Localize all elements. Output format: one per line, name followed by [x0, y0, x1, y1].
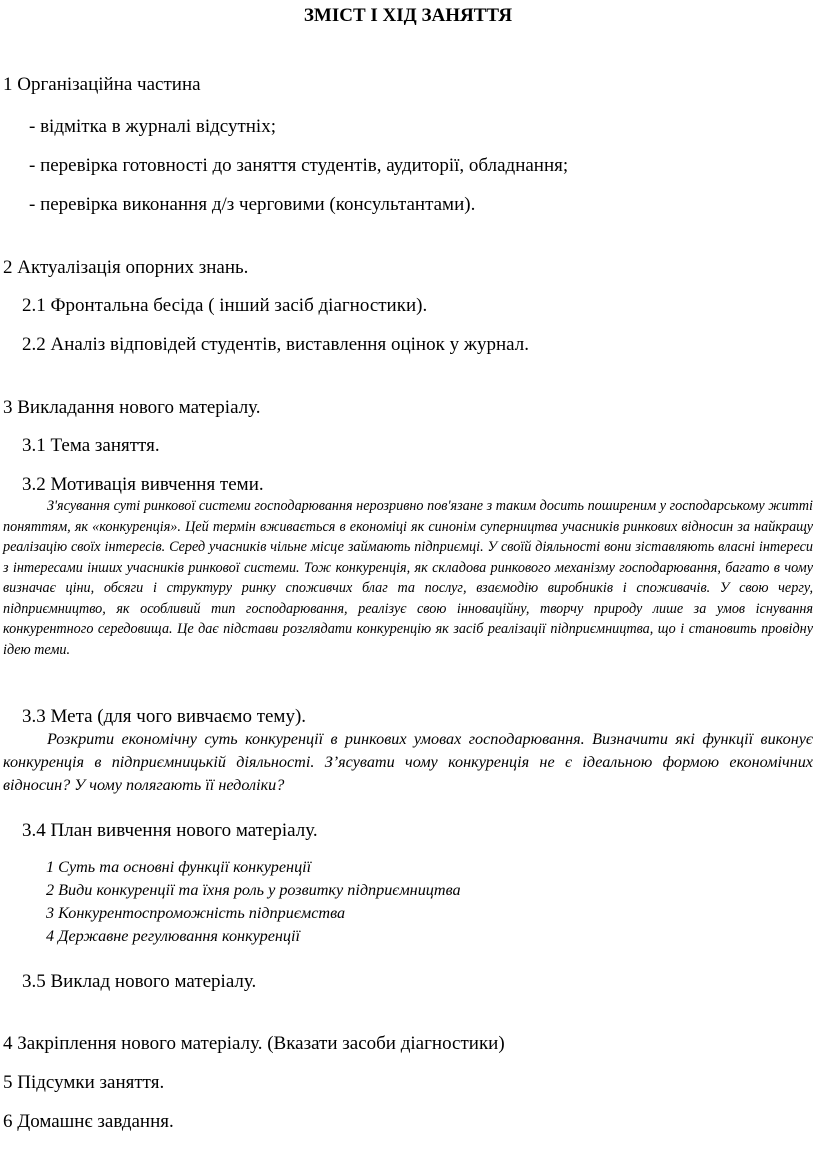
- plan-item: 1 Суть та основні функції конкуренції: [46, 858, 312, 876]
- motivation-heading: 3.2 Мотивація вивчення теми.: [22, 474, 264, 495]
- section-1-item: - перевірка виконання д/з черговими (консультантами).: [29, 194, 476, 215]
- section-3-heading: 3 Викладання нового матеріалу.: [3, 397, 261, 418]
- goal-heading: 3.3 Мета (для чого вивчаємо тему).: [22, 706, 307, 727]
- motivation-text: З'ясування суті ринкової системи господарювання нерозривно пов'язане з таким досить поширеним у господарському житті поняттям, як «конкуренція». Цей термін вживається в економіці як синонім суперництва учасників ринкових відносин за найкращу реалізацію своїх інтересів. Серед учасників чільне місце займають підприємці. У своїй діяльності вони зіставляють власні інтереси з інтересами інших учасників ринкової системи. Тож конкуренція, як складова ринкового механізму господарювання, багато в чому визначає ціни, обсяги і структуру ринку споживчих благ та послуг, взаємодію виробників і споживачів. У свою чергу, підприємництво, як особливий тип господарювання, реалізує свою інноваційну, творчу природу лише за умов існування конкурентного середовища. Це дає підстави розглядати конкуренцію як засіб реалізації підприємництва, що і становить провідну ідею теми.: [3, 498, 813, 658]
- goal-paragraph: [3, 728, 813, 797]
- section-1-item: - відмітка в журналі відсутніх;: [29, 116, 276, 137]
- topic-heading: 3.1 Тема заняття.: [22, 435, 160, 456]
- plan-item: 3 Конкурентоспроможність підприємства: [46, 904, 346, 922]
- section-2-item: 2.1 Фронтальна бесіда ( інший засіб діагностики).: [22, 295, 428, 316]
- section-1-item: - перевірка готовності до заняття студентів, аудиторії, обладнання;: [29, 155, 569, 176]
- delivery-heading: 3.5 Виклад нового матеріалу.: [22, 971, 257, 992]
- goal-text: Розкрити економічну суть конкуренції в ринкових умовах господарювання. Визначити які функції виконує конкуренція в підприємницькій діяльності. З’ясувати чому конкуренція не є ідеальною формою економічних відносин? У чому полягають її недоліки?: [3, 730, 813, 794]
- section-6-heading: 6 Домашнє завдання.: [3, 1111, 174, 1132]
- section-4-heading: 4 Закріплення нового матеріалу. (Вказати засоби діагностики): [3, 1033, 505, 1054]
- section-5-heading: 5 Підсумки заняття.: [3, 1072, 165, 1093]
- plan-item: 4 Державне регулювання конкуренції: [46, 927, 301, 945]
- plan-heading: 3.4 План вивчення нового матеріалу.: [22, 820, 318, 841]
- document-title: ЗМІСТ І ХІД ЗАНЯТТЯ: [303, 5, 513, 26]
- section-1-heading: 1 Організаційна частина: [3, 74, 201, 95]
- motivation-paragraph: [3, 496, 813, 660]
- plan-item: 2 Види конкуренції та їхня роль у розвитку підприємництва: [46, 881, 461, 899]
- section-2-item: 2.2 Аналіз відповідей студентів, виставлення оцінок у журнал.: [22, 334, 529, 355]
- section-2-heading: 2 Актуалізація опорних знань.: [3, 257, 249, 278]
